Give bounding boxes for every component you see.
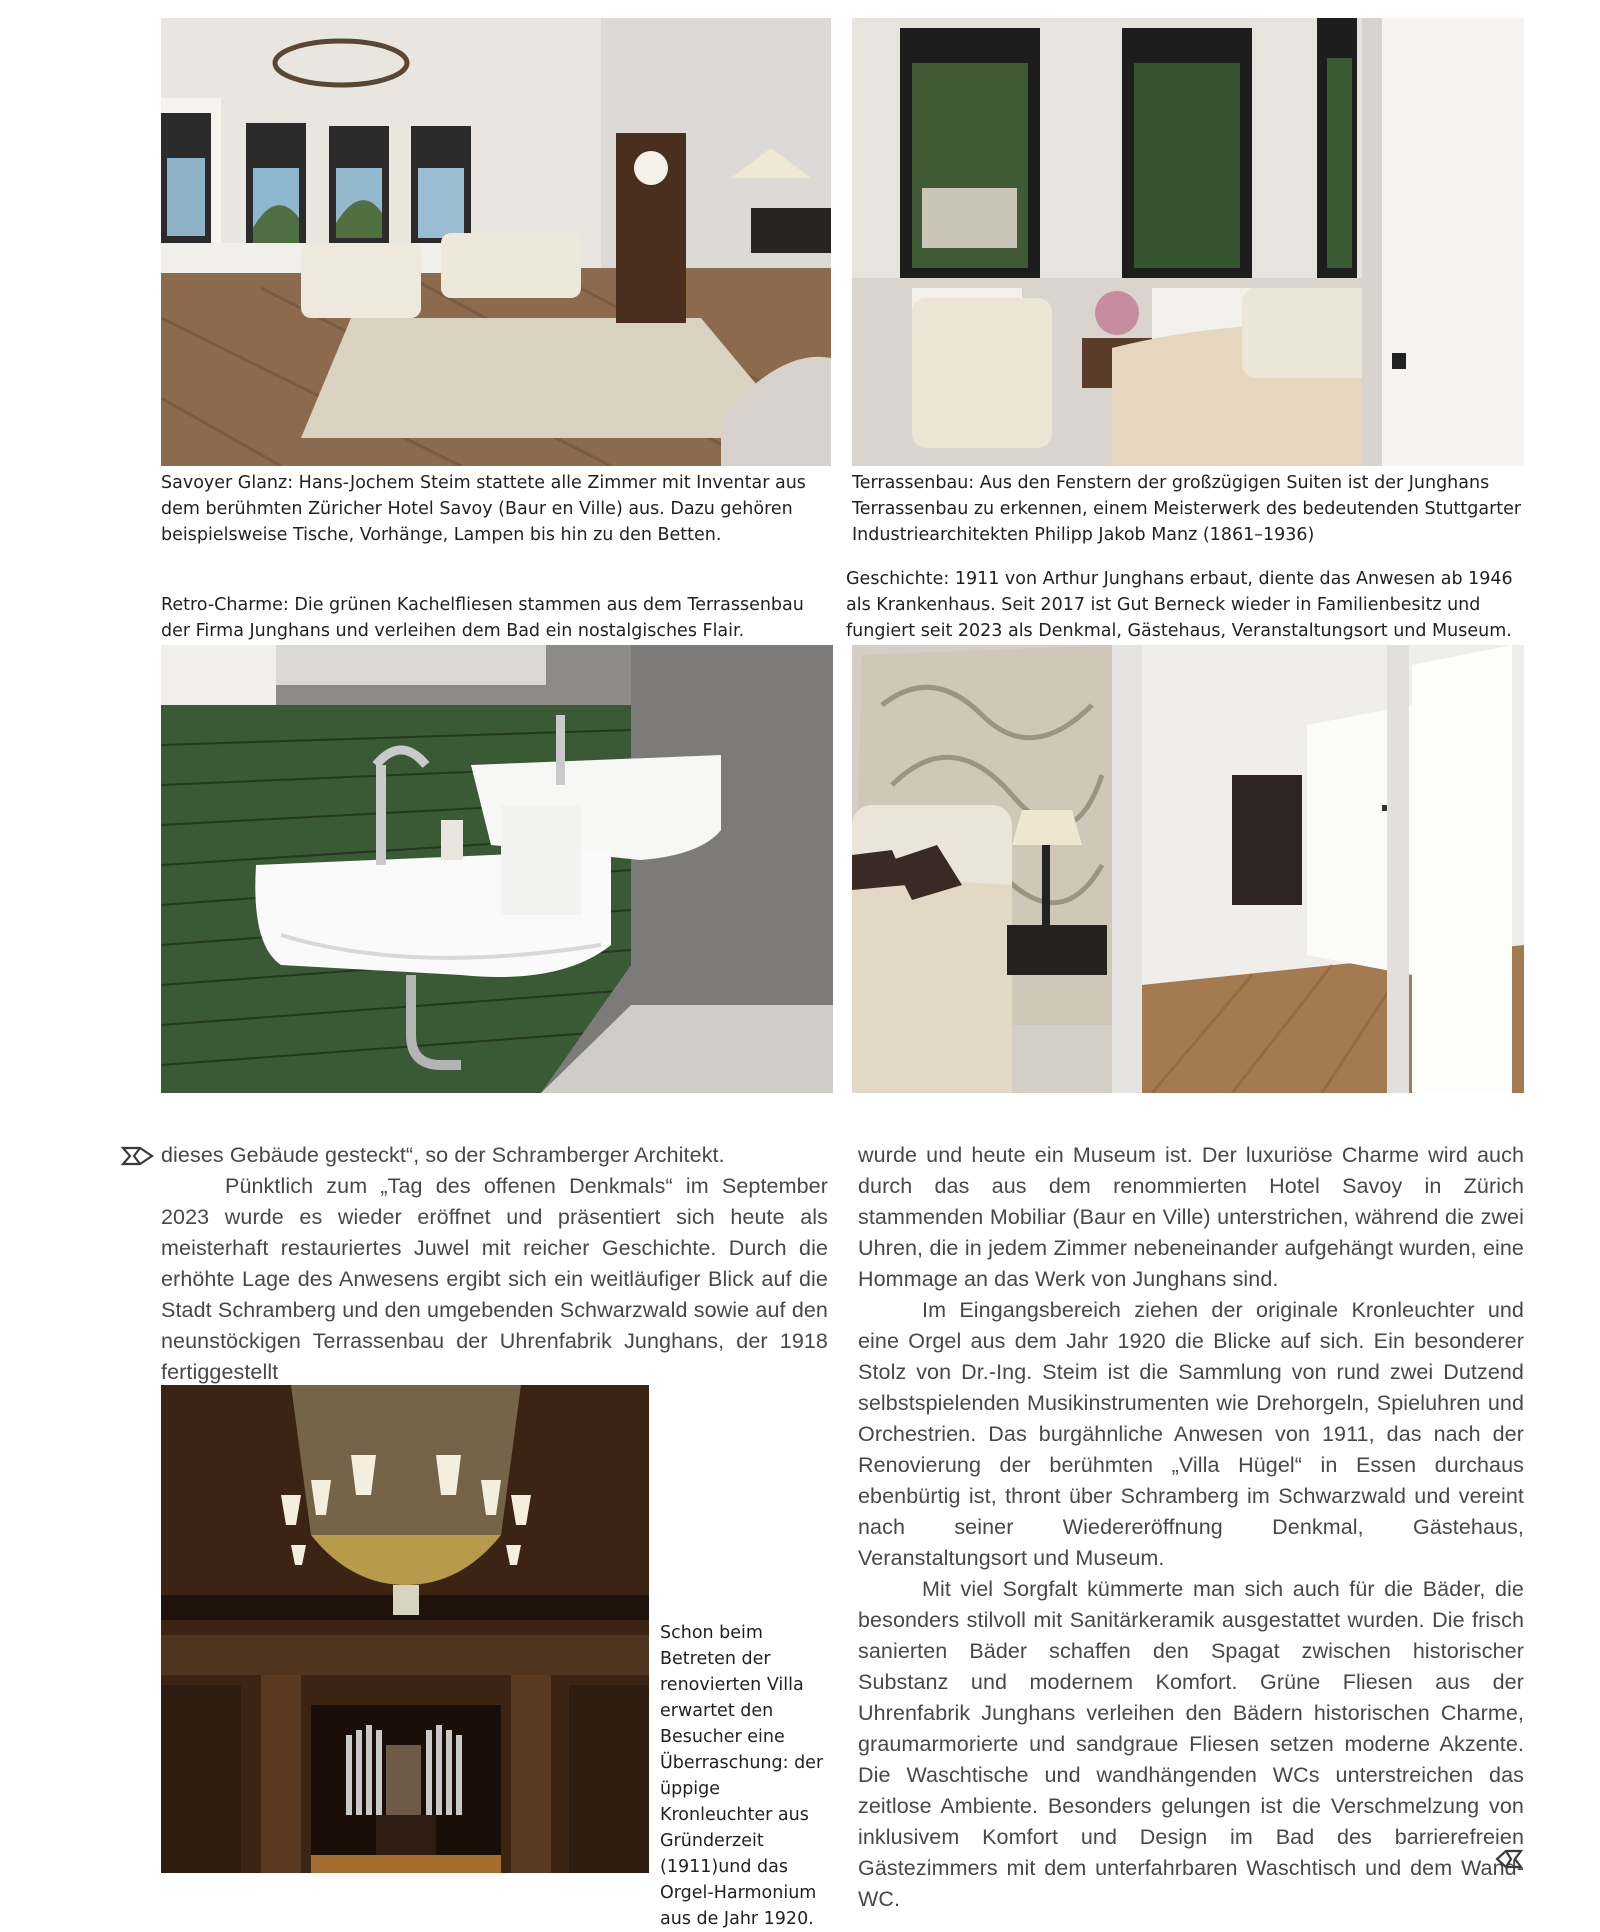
caption-villa-entrance: Schon beim Betreten der renovierten Villa erwartet den Besucher eine Überraschung: der üppige Kronleuchter aus Gründerzeit (1911)und das Orgel-Harmonium aus de Jahr 1920. bbox=[660, 1623, 824, 1929]
photo-bathroom-sinks bbox=[161, 645, 833, 1093]
body-right-p3: Mit viel Sorgfalt kümmerte man sich auch für die Bäder, die besonders stilvoll mit Sanitärkeramik ausgestattet wurden. Die frisch sanierten Bäder schaffen den Spagat zwischen historischer Substanz und modernem Komfort. Grüne Fliesen aus der Uhrenfabrik Junghans verleihen den Bädern historischen Charme, graumarmorierte und sandgraue Fliesen setzen moderne Akzente. Die Waschtische und wandhängenden WCs unterstreichen das zeitlose Ambiente. Besonders gelungen ist die Verschmelzung von inklusivem Komfort und Design im Bad des barrierefreien Gästezimmers mit dem unterfahrbaren Waschtisch und dem Wand-WC. bbox=[858, 1577, 1524, 1911]
body-left-p2: Pünktlich zum „Tag des offenen Denkmals“ im September 2023 wurde es wieder eröffnet und präsentiert sich heute als meisterhaft restauriertes Juwel mit reicher Geschichte. Durch die erhöhte Lage des Anwesens ergibt sich ein weitläufiger Blick auf die Stadt Schramberg und den umgebenden Schwarzwald sowie auf den neunstöckigen Terrassenbau der Uhrenfabrik Junghans, der 1918 fertiggestellt bbox=[161, 1174, 828, 1384]
photo-bedroom-doors bbox=[852, 645, 1524, 1093]
photo-chandelier-organ bbox=[161, 1385, 649, 1873]
body-right-p1: wurde und heute ein Museum ist. Der luxuriöse Charme wird auch durch das aus dem renommierten Hotel Savoy in Zürich stammenden Mobiliar (Baur en Ville) unterstrichen, während die zwei Uhren, die in jedem Zimmer nebeneinander aufgehängt wurden, eine Hommage an das Werk von Junghans sind. bbox=[858, 1143, 1524, 1291]
photo-savoy-living-room bbox=[161, 18, 831, 466]
end-marker-icon bbox=[1494, 1848, 1524, 1870]
caption-savoy: Savoyer Glanz: Hans-Jochem Steim stattete alle Zimmer mit Inventar aus dem berühmten Züricher Hotel Savoy (Baur en Ville) aus. Dazu gehören beispielsweise Tische, Vorhänge, Lampen bis hin zu den Betten. bbox=[161, 473, 806, 545]
photo-terrassenbau-suite bbox=[852, 18, 1524, 466]
body-left-p1: dieses Gebäude gesteckt“, so der Schramberger Architekt. bbox=[161, 1143, 725, 1167]
body-right-column bbox=[858, 1140, 1524, 1915]
caption-geschichte: Geschichte: 1911 von Arthur Junghans erbaut, diente das Anwesen ab 1946 als Krankenhaus. Seit 2017 ist Gut Berneck wieder in Familienbesitz und fungiert seit 2023 als Denkmal, Gästehaus, Veranstaltungsort und Museum. bbox=[846, 569, 1513, 641]
caption-terrassenbau: Terrassenbau: Aus den Fenstern der großzügigen Suiten ist der Junghans Terrassenbau zu erkennen, einem Meisterwerk des bedeutenden Stuttgarter Industriearchitekten Philipp Jakob Manz (1861–1936) bbox=[852, 473, 1522, 545]
continuation-arrow-icon bbox=[120, 1145, 156, 1167]
body-left-column bbox=[161, 1140, 828, 1388]
caption-retro-charme: Retro-Charme: Die grünen Kachelfliesen stammen aus dem Terrassenbau der Firma Junghans und verleihen dem Bad ein nostalgisches Flair. bbox=[161, 595, 804, 641]
body-right-p2: Im Eingangsbereich ziehen der originale Kronleuchter und eine Orgel aus dem Jahr 1920 die Blicke auf sich. Ein besonderer Stolz von Dr.-Ing. Steim ist die Sammlung von rund zwei Dutzend selbstspielenden Musikinstrumenten wie Drehorgeln, Spieluhren und Orchestrien. Das burgähnliche Anwesen von 1911, das nach der Renovierung der berühmten „Villa Hügel“ in Essen durchaus ebenbürtig ist, thront über Schramberg im Schwarzwald und vereint nach seiner Wiedereröffnung Denkmal, Gästehaus, Veranstaltungsort und Museum. bbox=[858, 1298, 1524, 1570]
